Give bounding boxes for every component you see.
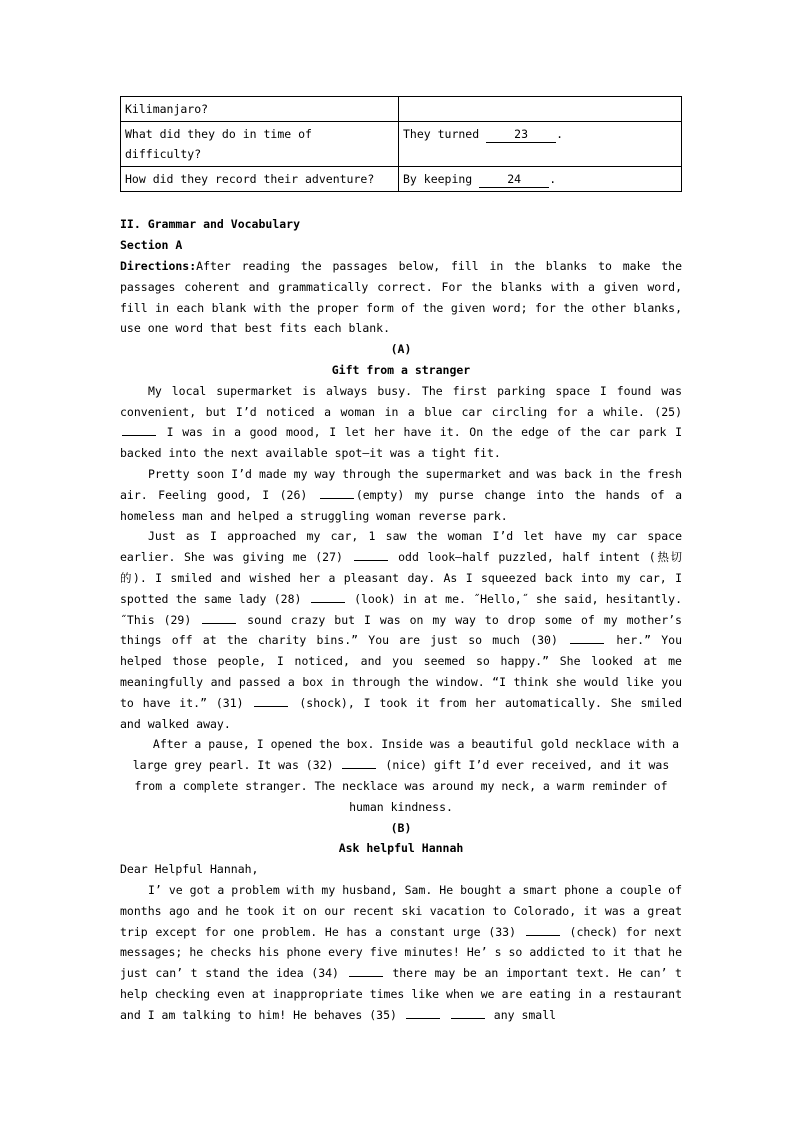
- blank-25[interactable]: [122, 423, 156, 436]
- passage-b-label: (B): [390, 820, 412, 835]
- table-row: [121, 167, 682, 192]
- table-cell-question: How did they record their adventure?: [121, 167, 399, 192]
- directions: Directions:After reading the passages below, fill in the blanks to make the passages coherent and grammatically correct. For the blanks with a given word, fill in each blank with the proper form of the given word; for the other blanks, use one word that best fits each blank.: [120, 259, 682, 336]
- table-cell-question: Kilimanjaro?: [121, 97, 399, 122]
- answer-blank-23[interactable]: 23: [486, 126, 556, 143]
- passage-a-paragraph-1: My local supermarket is always busy. The first parking space I found was convenient, but I’d noticed a woman in a blue car circling for a while. (25) I was in a good mood, I let her have it. On the edge of the car park I backed into the next available spot—it was a tight fit.: [120, 383, 682, 461]
- passage-a-paragraph-3: Just as I approached my car, 1 saw the woman I’d let have my car space earlier. She was giving me (27) odd look—half puzzled, half intent (热切的). I smiled and wished her a pleasant day. As I squeezed back into my car, I spotted the same lady (28) (look) in at me. ˝Hello,˝ she said, hesitantly. ˝This (29) sound crazy but I was on my way to drop some of my mother’s things off at the charity bins.” You are just so much (30) her.” You helped those people, I noticed, and you seemed so happy.” She looked at me meaningfully and passed a box in through the window. “I think she would like you to have it.” (31) (shock), I took it from her automatically. She smiled and walked away.: [120, 529, 682, 731]
- blank-31[interactable]: [254, 694, 288, 707]
- answer-blank-24[interactable]: 24: [479, 171, 549, 188]
- letter-greeting: Dear Helpful Hannah,: [120, 862, 259, 877]
- question-table: [120, 96, 682, 192]
- blank-34[interactable]: [349, 964, 383, 977]
- section-title: II. Grammar and Vocabulary: [120, 217, 301, 231]
- passage-b-paragraph-1: I’ ve got a problem with my husband, Sam. He bought a smart phone a couple of months ago and he took it on our recent ski vacation to Colorado, it was a great trip except for one problem. He has a constant urge (33) (check) for next messages; he checks his phone every five minutes! He’ s so addicted to it that he just can’ t stand the idea (34) there may be an important text. He can’ t help checking even at inappropriate times like when we are eating in a restaurant and I am talking to him! He behaves (35) any small: [120, 882, 682, 1022]
- table-cell-answer: By keeping 24 .: [399, 167, 682, 192]
- blank-35b[interactable]: [451, 1006, 485, 1019]
- blank-27[interactable]: [354, 548, 388, 561]
- table-cell-answer: [399, 97, 682, 122]
- blank-26[interactable]: [320, 486, 354, 499]
- passage-a-title: Gift from a stranger: [331, 362, 471, 377]
- table-row: [121, 122, 682, 167]
- table-cell-answer: They turned 23 .: [399, 122, 682, 167]
- blank-32[interactable]: [342, 756, 376, 769]
- table-cell-question: What did they do in time of difficulty?: [121, 122, 399, 167]
- passage-a-paragraph-4: After a pause, I opened the box. Inside was a beautiful gold necklace with a large grey pearl. It was (32) (nice) gift I’d ever received, and it was from a complete stranger. The necklace was around my neck, a warm reminder of human kindness.: [132, 737, 680, 814]
- passage-b-title: Ask helpful Hannah: [338, 841, 464, 856]
- blank-33[interactable]: [526, 923, 560, 936]
- blank-28[interactable]: [311, 590, 345, 603]
- blank-29[interactable]: [202, 611, 236, 624]
- section-subtitle: Section A: [120, 238, 183, 252]
- table-row: [121, 97, 682, 122]
- passage-a-paragraph-2: Pretty soon I’d made my way through the supermarket and was back in the fresh air. Feeling good, I (26) (empty) my purse change into the hands of a homeless man and helped a struggling woman reverse park.: [120, 466, 682, 523]
- blank-35a[interactable]: [406, 1006, 440, 1019]
- document-page: [120, 96, 682, 1025]
- passage-a-label: (A): [390, 342, 412, 357]
- blank-30[interactable]: [570, 631, 604, 644]
